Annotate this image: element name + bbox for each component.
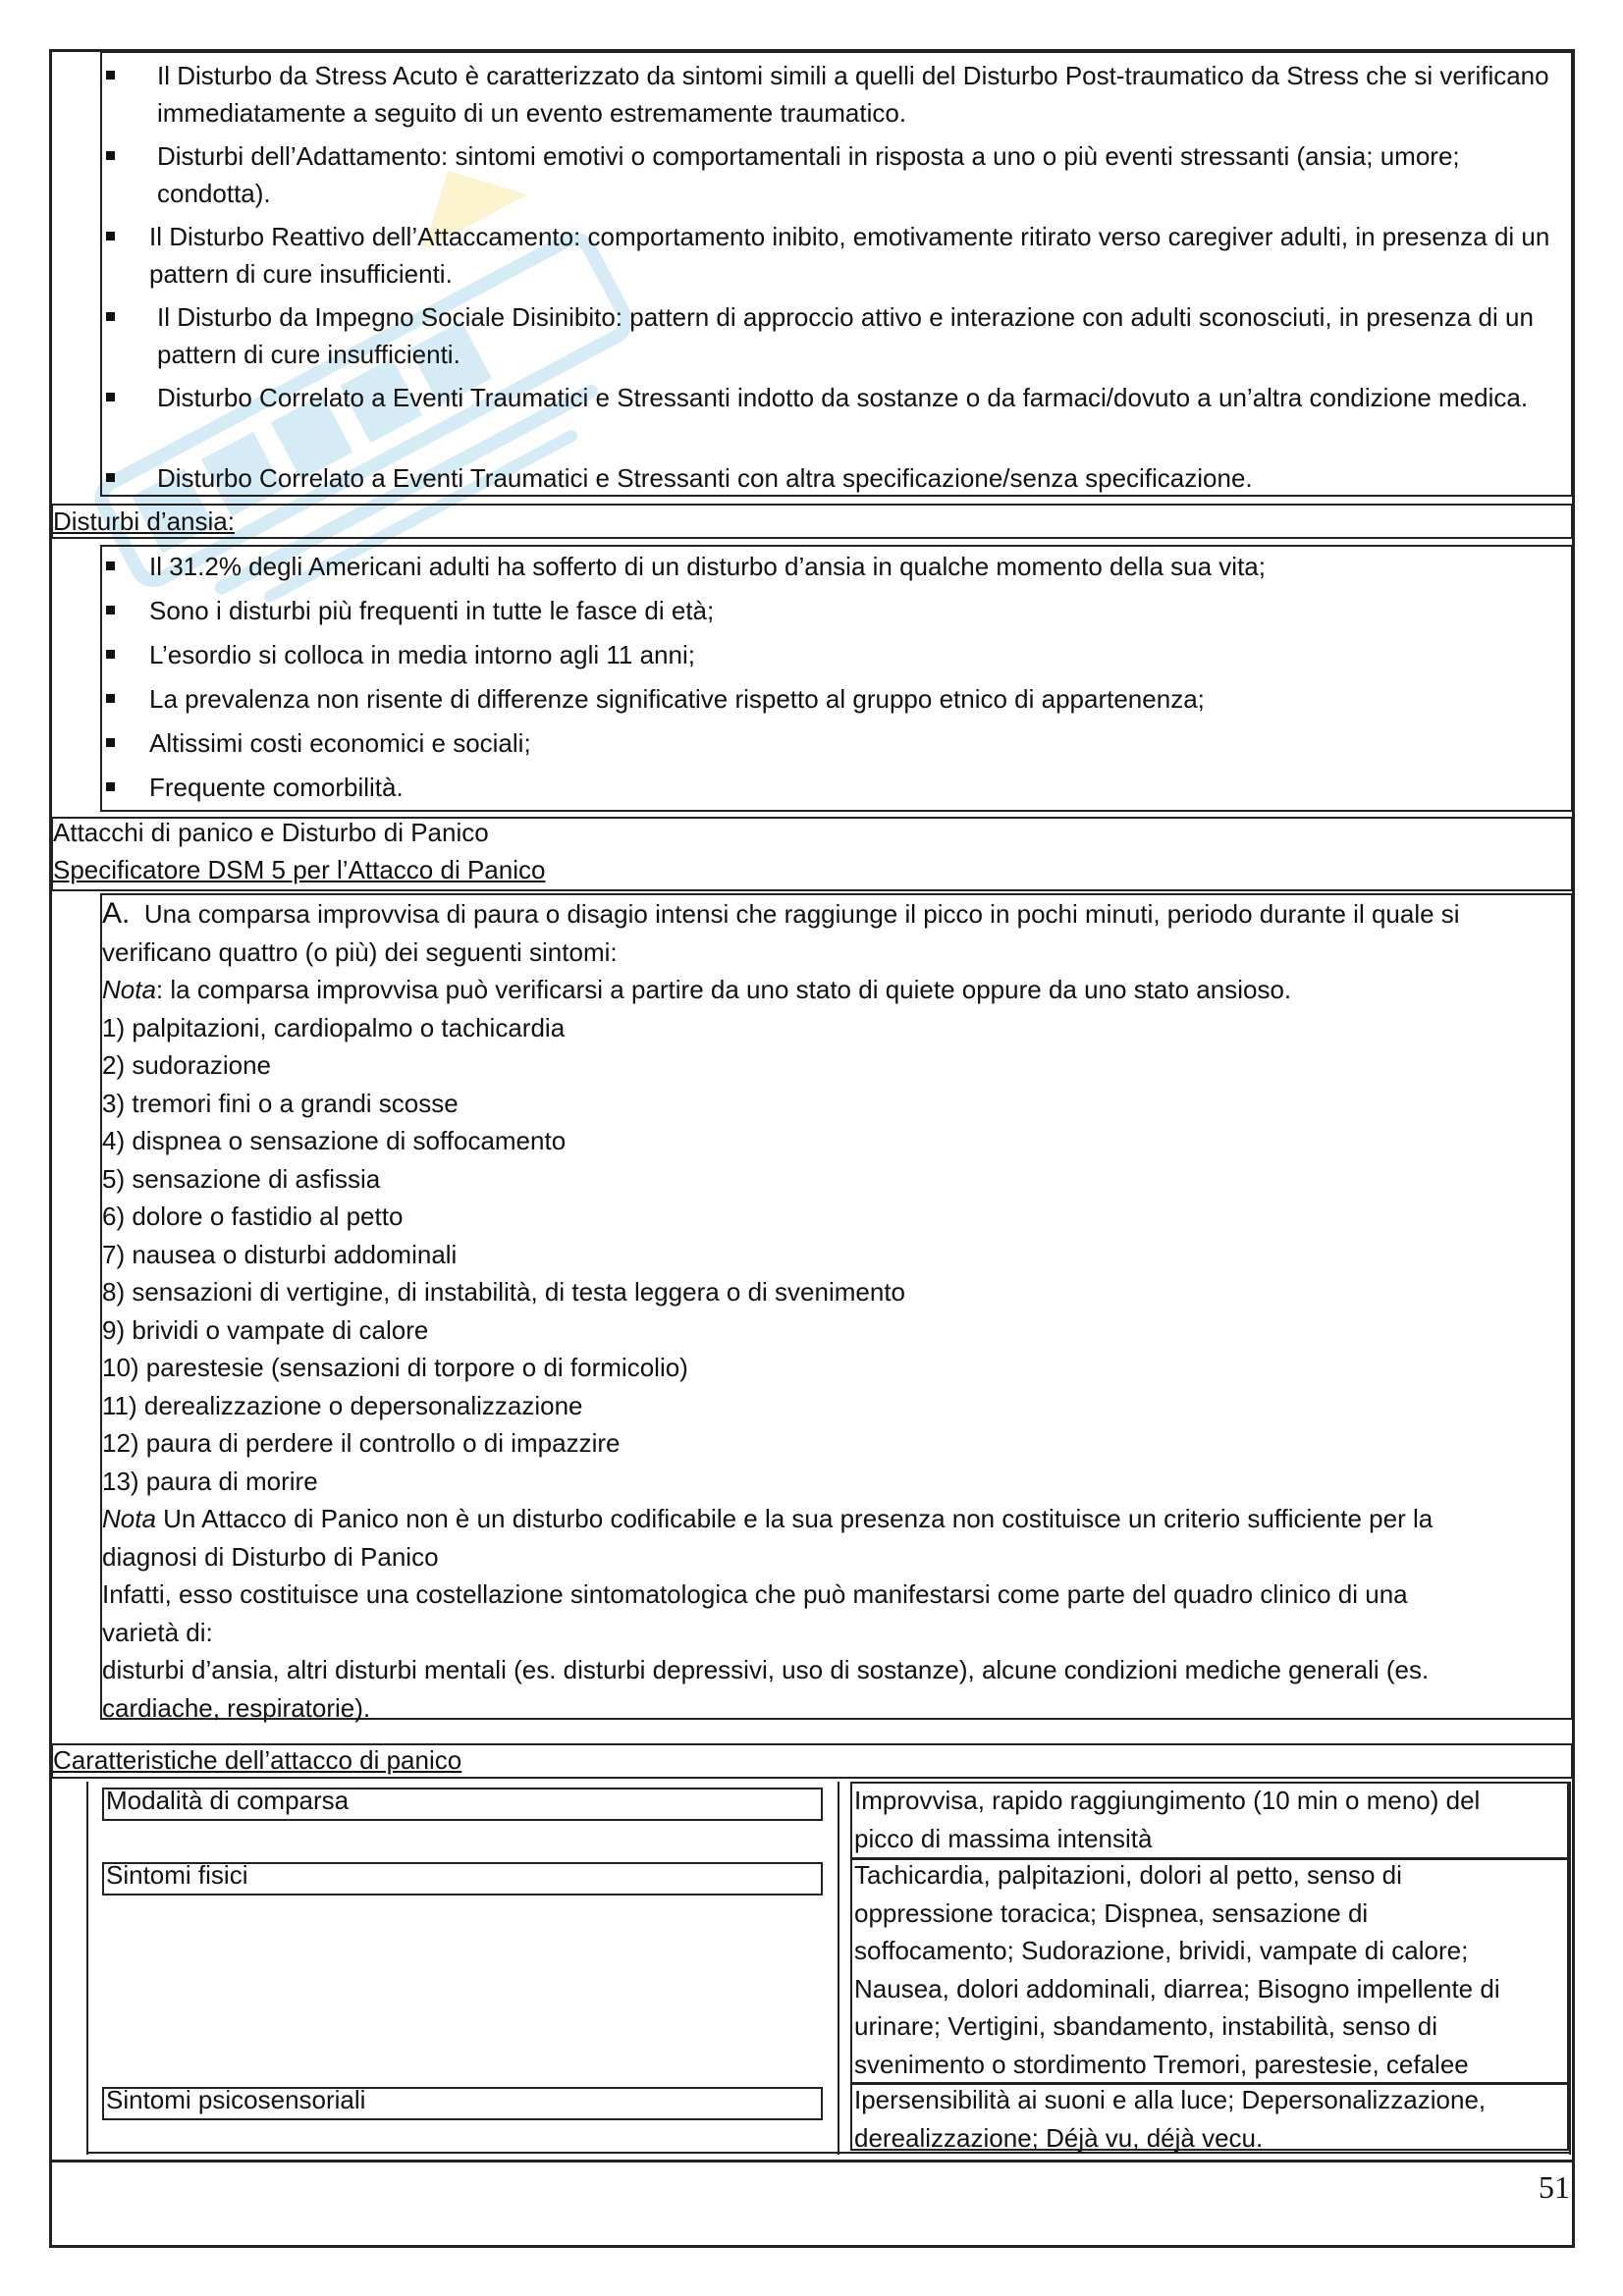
anxiety-heading: Disturbi d’ansia: [53,507,235,536]
footer-box [49,2160,1575,2248]
symptom-item: 10) parestesie (sensazioni di torpore o di formicolio) [102,1353,688,1382]
list-item: Disturbo Correlato a Eventi Traumatici e Stressanti indotto da sostanze o da farmaci/dovuto a un’altra condizione medica. [102,379,1556,459]
list-item: Il Disturbo da Impegno Sociale Disinibito: pattern di approccio attivo e interazione con adulti sconosciuti, in presenza di un pattern di cure insufficienti. [102,298,1556,379]
final-text: disturbi d’ansia, altri disturbi mentali (es. disturbi depressivi, uso di sostanze), alcune condizioni mediche generali (es. [102,1655,1430,1684]
symptom-item: 13) paura di morire [102,1466,318,1496]
panic-heading: Attacchi di panico e Disturbo di Panico [53,818,489,847]
page-number: 51 [1539,2169,1570,2205]
criterion-a: A. Una comparsa improvvisa di paura o disagio intensi che raggiunge il picco in pochi minuti, periodo durante il quale si [102,897,1460,930]
anxiety-facts-list [102,548,1556,813]
infatti-text: Infatti, esso costituisce una costellazione sintomatologica che può manifestarsi come parte del quadro clinico di una [102,1579,1408,1609]
list-item: Altissimi costi economici e sociali; [102,724,1556,769]
note-2: Nota Un Attacco di Panico non è un disturbo codificabile e la sua presenza non costituisce un criterio sufficiente per la [102,1504,1434,1533]
panic-criteria-text [102,895,1555,1727]
table-row-value: Improvvisa, rapido raggiungimento (10 min o meno) del picco di massima intensità [854,1786,1481,1853]
characteristics-heading: Caratteristiche dell’attacco di panico [53,1745,462,1775]
list-item: La prevalenza non risente di differenze significative rispetto al gruppo etnico di appartenenza; [102,680,1556,724]
list-item: Disturbo Correlato a Eventi Traumatici e Stressanti con altra specificazione/senza specificazione. [102,459,1556,499]
symptom-item: 2) sudorazione [102,1050,271,1080]
symptom-item: 5) sensazione di asfissia [102,1163,381,1194]
symptom-item: 7) nausea o disturbi addominali [102,1239,458,1269]
criterion-a-cont: verificano quattro (o più) dei seguenti sintomi: [102,936,618,967]
infatti-text-cont: varietà di: [102,1617,213,1647]
symptom-item: 4) dispnea o sensazione di soffocamento [102,1126,567,1155]
list-item: Disturbi dell’Adattamento: sintomi emotivi o comportamentali in risposta a uno o più eventi stressanti (ansia; umore; condotta). [102,137,1556,218]
list-item: Il 31.2% degli Americani adulti ha sofferto di un disturbo d’ansia in qualche momento della sua vita; [102,548,1556,592]
trauma-disorders-list [102,57,1556,499]
list-item: Sono i disturbi più frequenti in tutte le fasce di età; [102,592,1556,636]
list-item: Il Disturbo Reattivo dell’Attaccamento: comportamento inibito, emotivamente ritirato verso caregiver adulti, in presenza di un pattern di cure insufficienti. [102,218,1556,298]
final-text-cont: cardiache, respiratorie). [102,1692,371,1723]
symptom-item: 9) brividi o vampate di calore [102,1314,429,1345]
note-2-cont: diagnosi di Disturbo di Panico [102,1541,439,1572]
table-row-label: Sintomi fisici [106,1860,248,1890]
anxiety-heading-box [51,504,1573,539]
list-item: L’esordio si colloca in media intorno agli 11 anni; [102,636,1556,680]
symptom-item: 1) palpitazioni, cardiopalmo o tachicardia [102,1012,566,1042]
list-item: Frequente comorbilità. [102,769,1556,813]
table-row-label: Modalità di comparsa [106,1786,350,1815]
dsm5-specifier-heading: Specificatore DSM 5 per l’Attacco di Panico [53,855,546,884]
list-item: Il Disturbo da Stress Acuto è caratterizzato da sintomi simili a quelli del Disturbo Post-traumatico da Stress che si verificano immediatamente a seguito di un evento estremamente traumatico. [102,57,1556,137]
note-1: Nota: la comparsa improvvisa può verificarsi a partire da uno stato di quiete oppure da uno stato ansioso. [102,975,1292,1004]
table-row-value: Ipersensibilità ai suoni e alla luce; Depersonalizzazione, derealizzazione; Déjà vu, déjà vecu. [854,2085,1487,2153]
symptom-item: 6) dolore o fastidio al petto [102,1201,404,1231]
symptom-item: 3) tremori fini o a grandi scosse [102,1088,459,1118]
table-row-label: Sintomi psicosensoriali [106,2085,366,2114]
symptom-item: 11) derealizzazione o depersonalizzazione [102,1390,583,1420]
symptom-item: 8) sensazioni di vertigine, di instabilità, di testa leggera o di svenimento [102,1277,906,1307]
table-row-value: Tachicardia, palpitazioni, dolori al petto, senso di oppressione toracica; Dispnea, sensazione di soffocamento; Sudorazione, brividi, vampate di calore; Nausea, dolori addominali, diarrea; Bisogno impellente di urinare; Vertigini, sbandamento, instabilità, senso di svenimento o stordimento Tremori, parestesie, cefalee [854,1860,1500,2079]
symptom-item: 12) paura di perdere il controllo o di impazzire [102,1428,621,1458]
